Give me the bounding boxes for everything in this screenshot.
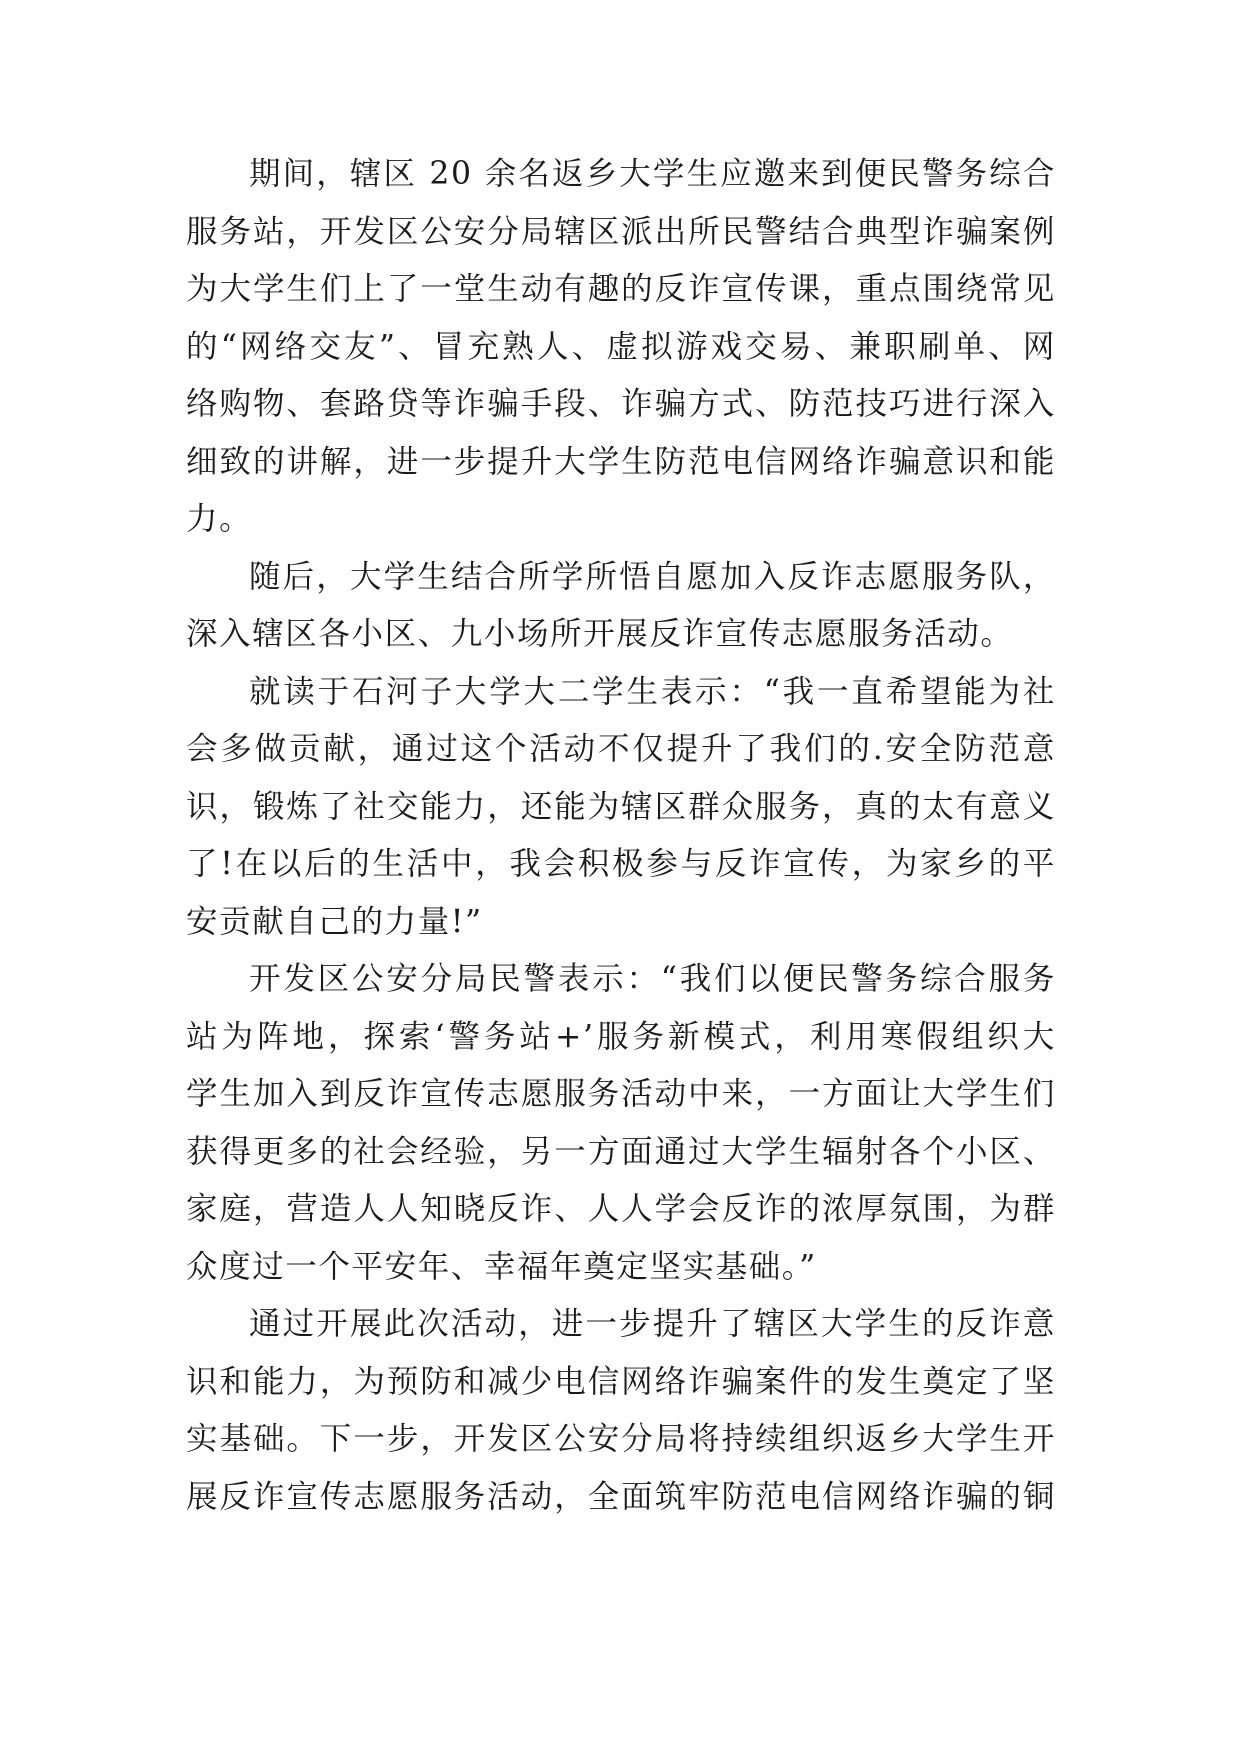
paragraph-1-line-6: 细致的讲解，进一步提升大学生防范电信网络诈骗意识和能 bbox=[186, 443, 1056, 480]
paragraph-1-line-4: 的“网络交友”、冒充熟人、虚拟游戏交易、兼职刷单、网 bbox=[186, 328, 1056, 365]
paragraph-4-line-2: 站为阵地，探索‘警务站+’服务新模式，利用寒假组织大 bbox=[186, 1018, 1056, 1055]
paragraph-5-line-4: 展反诈宣传志愿服务活动，全面筑牢防范电信网络诈骗的铜 bbox=[186, 1478, 1056, 1515]
paragraph-1-line-3: 为大学生们上了一堂生动有趣的反诈宣传课，重点围绕常见 bbox=[186, 271, 1056, 307]
paragraph-4-line-3: 学生加入到反诈宣传志愿服务活动中来，一方面让大学生们 bbox=[186, 1076, 1056, 1112]
paragraph-2-line-2: 深入辖区各小区、九小场所开展反诈宣传志愿服务活动。 bbox=[186, 616, 1014, 652]
paragraph-3-line-3: 识，锻炼了社交能力，还能为辖区群众服务，真的太有意义 bbox=[186, 788, 1056, 825]
paragraph-3-line-1: 就读于石河子大学大二学生表示：“我一直希望能为社 bbox=[249, 673, 1056, 710]
paragraph-4-line-5: 家庭，营造人人知晓反诈、人人学会反诈的浓厚氛围，为群 bbox=[186, 1191, 1056, 1227]
paragraph-4-line-1: 开发区公安分局民警表示：“我们以便民警务综合服务 bbox=[249, 961, 1056, 997]
paragraph-4-line-6: 众度过一个平安年、幸福年奠定坚实基础。” bbox=[186, 1248, 817, 1285]
paragraph-1-line-2: 服务站，开发区公安分局辖区派出所民警结合典型诈骗案例 bbox=[186, 213, 1056, 250]
paragraph-5-line-1: 通过开展此次活动，进一步提升了辖区大学生的反诈意 bbox=[249, 1306, 1056, 1342]
paragraph-2-line-1: 随后，大学生结合所学所悟自愿加入反诈志愿服务队， bbox=[249, 558, 1056, 595]
paragraph-1-line-5: 络购物、套路贷等诈骗手段、诈骗方式、防范技巧进行深入 bbox=[186, 386, 1056, 422]
paragraph-3-line-2: 会多做贡献，通过这个活动不仅提升了我们的.安全防范意 bbox=[186, 731, 1056, 767]
paragraph-5-line-2: 识和能力，为预防和减少电信网络诈骗案件的发生奠定了坚 bbox=[186, 1363, 1056, 1400]
paragraph-3-line-4: 了!在以后的生活中，我会积极参与反诈宣传，为家乡的平 bbox=[186, 846, 1056, 882]
paragraph-5-line-3: 实基础。下一步，开发区公安分局将持续组织返乡大学生开 bbox=[186, 1421, 1056, 1457]
paragraph-1-line-1: 期间，辖区 20 余名返乡大学生应邀来到便民警务综合 bbox=[249, 156, 1056, 192]
document-body bbox=[186, 146, 1056, 1526]
paragraph-1-line-7: 力。 bbox=[186, 501, 253, 537]
paragraph-4-line-4: 获得更多的社会经验，另一方面通过大学生辐射各个小区、 bbox=[186, 1133, 1056, 1170]
paragraph-3-line-5: 安贡献自己的力量!” bbox=[186, 903, 483, 940]
